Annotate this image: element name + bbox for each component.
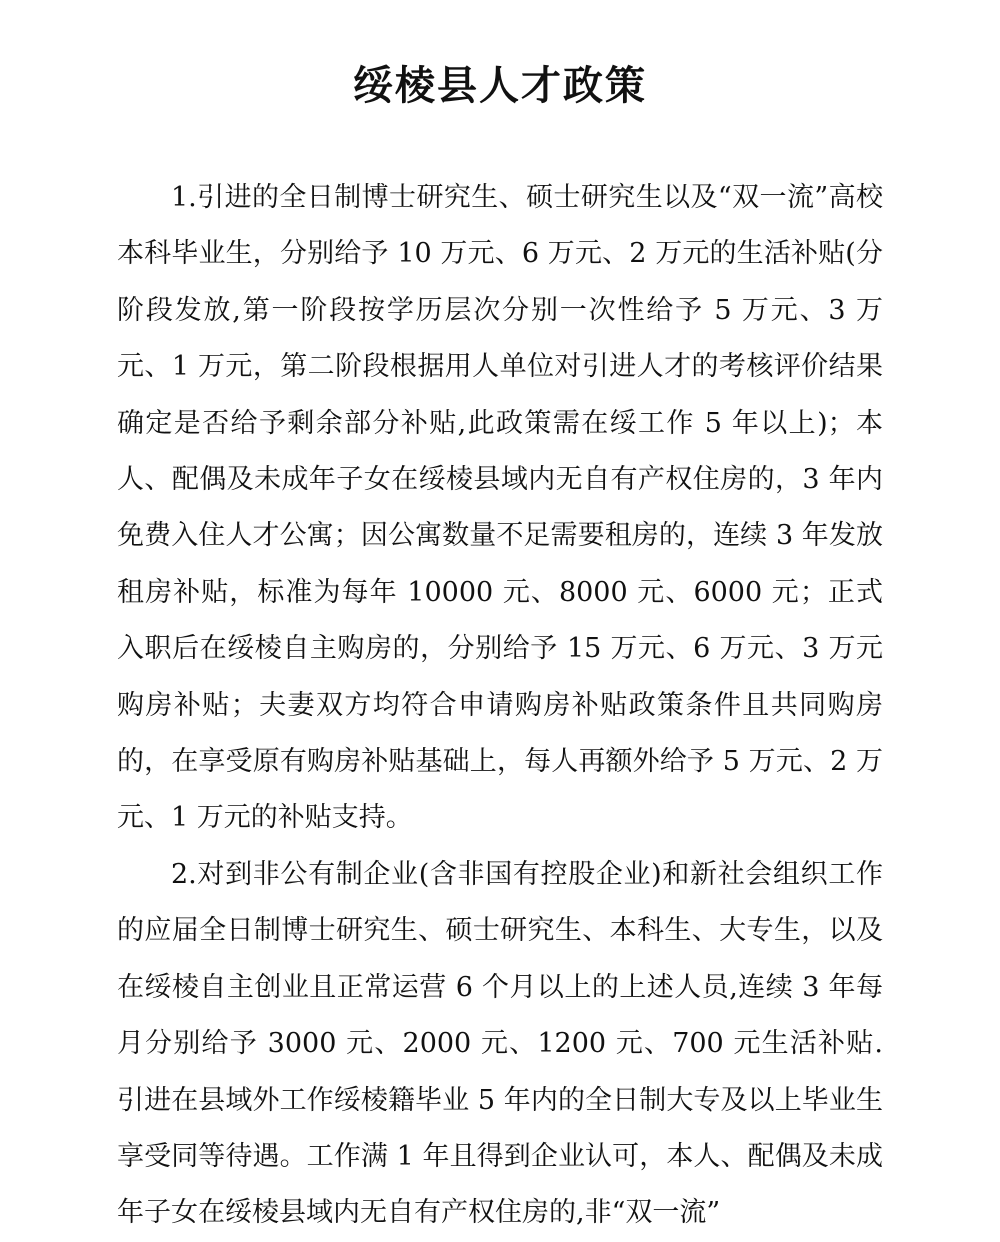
paragraph-2: 2.对到非公有制企业(含非国有控股企业)和新社会组织工作的应届全日制博士研究生、硕士研究生、本科生、大专生，以及在绥棱自主创业且正常运营 6 个月以上的上述人员,连续 3 年每月分别给予 3000 元、2000 元、1200 元、700 元生活补贴.引进在县域外工作绥棱籍毕业 5 年内的全日制大专及以上毕业生享受同等待遇。工作满 1 年且得到企业认可，本人、配偶及未成年子女在绥棱县域内无自有产权住房的,非“双一流” <box>117 858 883 1229</box>
document-body <box>117 170 883 1242</box>
page-title: 绥棱县人才政策 <box>353 62 647 109</box>
paragraph-1: 1.引进的全日制博士研究生、硕士研究生以及“双一流”高校本科毕业生，分别给予 10 万元、6 万元、2 万元的生活补贴(分阶段发放,第一阶段按学历层次分别一次性给予 5 万元、3 万元、1 万元，第二阶段根据用人单位对引进人才的考核评价结果确定是否给予剩余部分补贴,此政策需在绥工作 5 年以上)；本人、配偶及未成年子女在绥棱县域内无自有产权住房的，3 年内免费入住人才公寓；因公寓数量不足需要租房的，连续 3 年发放租房补贴，标准为每年 10000 元、8000 元、6000 元；正式入职后在绥棱自主购房的，分别给予 15 万元、6 万元、3 万元购房补贴；夫妻双方均符合申请购房补贴政策条件且共同购房的，在享受原有购房补贴基础上，每人再额外给予 5 万元、2 万元、1 万元的补贴支持。 <box>117 182 883 834</box>
